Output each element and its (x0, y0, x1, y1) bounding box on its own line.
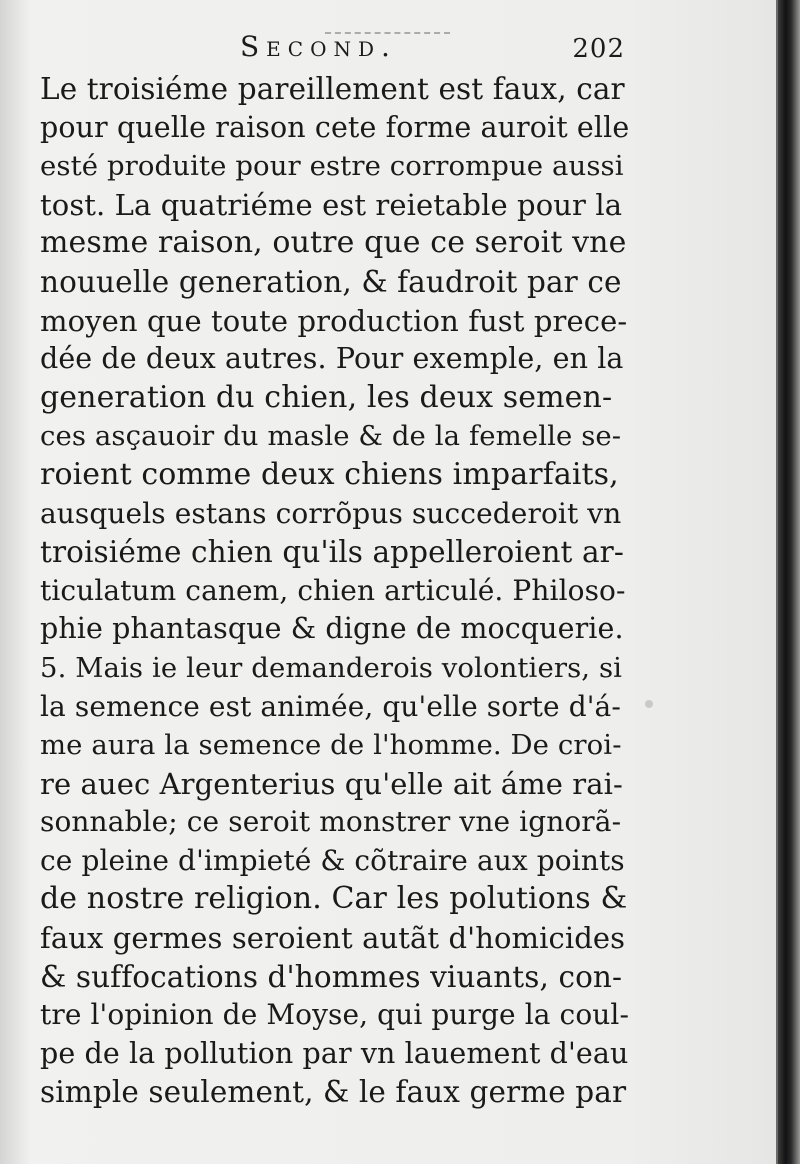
text-line: faux germes seroient autãt d'homicides (40, 921, 626, 956)
running-head: Second. (240, 30, 397, 63)
bleed-through-mark (645, 700, 653, 708)
book-binding (778, 0, 800, 1164)
text-line: generation du chien, les deux semen- (40, 379, 613, 415)
text-line: phie phantasque & digne de mocquerie. (40, 612, 624, 646)
text-line: dée de deux autres. Pour exemple, en la (40, 342, 624, 376)
text-line: de nostre religion. Car les polutions & (40, 881, 628, 917)
text-line: ticulatum canem, chien articulé. Philoso- (40, 573, 626, 607)
text-line: & suffocations d'hommes viuants, con- (40, 959, 623, 994)
text-line: troisiéme chien qu'ils appelleroient ar- (40, 535, 624, 570)
text-line: moyen que toute production fust prece- (40, 303, 628, 338)
page-edge-shadow (0, 0, 30, 1164)
text-line: tre l'opinion de Moyse, qui purge la coul- (40, 998, 630, 1032)
text-line: la semence est animée, qu'elle sorte d'á- (40, 689, 621, 723)
text-line: ausquels estans corrõpus succederoit vn (40, 496, 622, 530)
text-line: Le troisiéme pareillement est faux, car (40, 72, 625, 106)
text-line: tost. La quatriéme est reietable pour la (40, 187, 623, 222)
text-line: simple seulement, & le faux germe par (40, 1075, 627, 1110)
text-line: ces asçauoir du masle & de la femelle se- (40, 420, 622, 453)
page-number: 202 (572, 34, 625, 64)
text-line: nouuelle generation, & faudroit par ce (40, 264, 622, 299)
text-line: sonnable; ce seroit monstrer vne ignorã- (40, 805, 622, 839)
text-line: ce pleine d'impieté & cõtraire aux points (40, 843, 625, 877)
body-text (40, 70, 630, 1112)
text-line: me aura la semence de l'homme. De croi- (40, 729, 622, 762)
text-line: mesme raison, outre que ce seroit vne (40, 225, 627, 261)
text-line: pe de la pollution par vn lauement d'eau (40, 1036, 629, 1070)
text-line: re auec Argenterius qu'elle ait áme rai- (40, 766, 623, 801)
page-header (40, 30, 625, 74)
text-line: esté produite pour estre corrompue aussi (40, 150, 624, 183)
text-line: pour quelle raison cete forme auroit elle (40, 110, 630, 144)
text-line: 5. Mais ie leur demanderois volontiers, si (40, 651, 623, 684)
text-line: roient comme deux chiens imparfaits, (40, 456, 619, 492)
